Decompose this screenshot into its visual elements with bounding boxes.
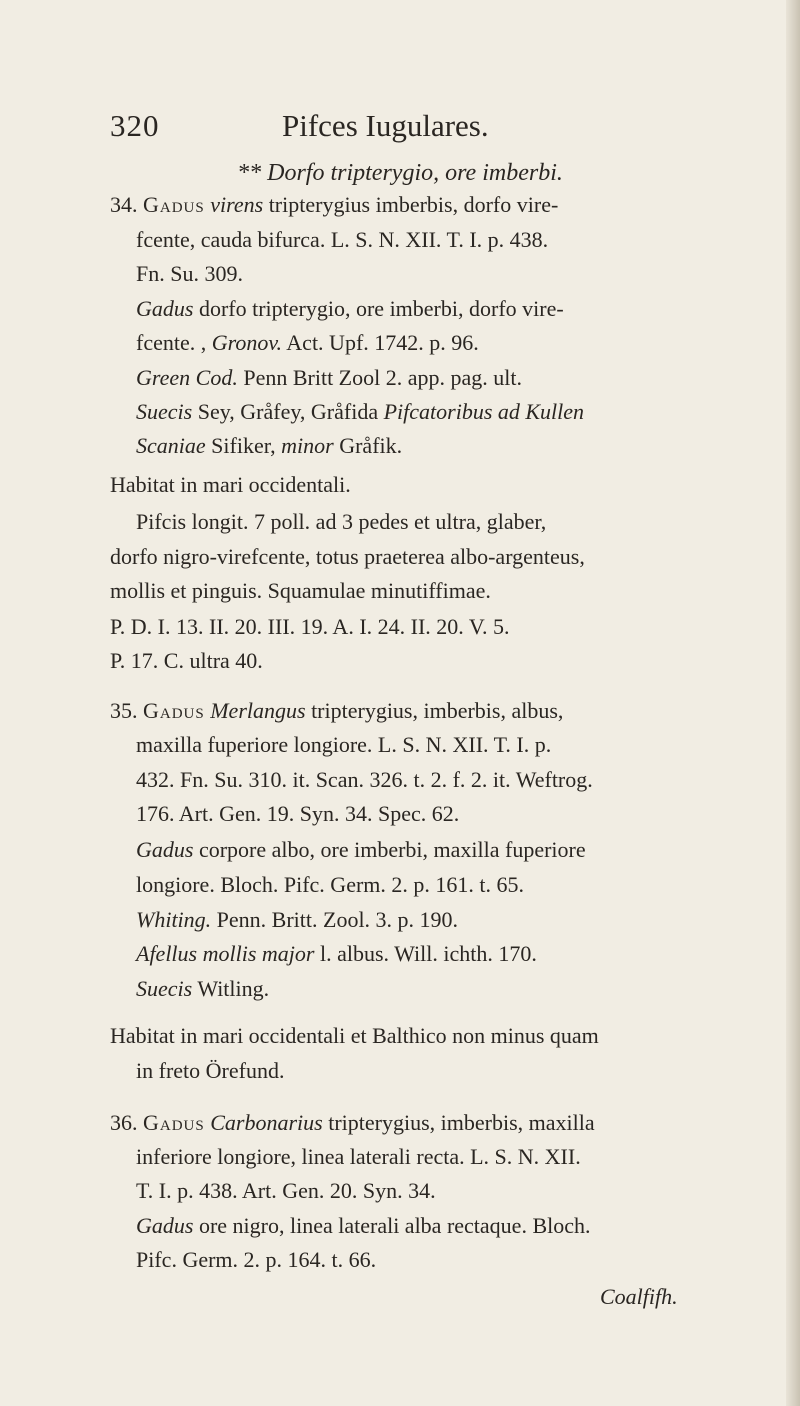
synonym-text: dorfo tripterygio, ore imberbi, dorfo vire- — [198, 296, 564, 321]
reference-line: 176. Art. Gen. 19. Syn. 34. Spec. 62. — [136, 801, 460, 826]
synonym-line — [136, 435, 402, 457]
vernacular-context: Scaniae — [136, 433, 206, 458]
fin-formula: P. 17. C. ultra 40. — [110, 648, 263, 673]
synonym-text: corpore albo, ore imberbi, maxilla fuperiore — [198, 837, 586, 862]
synonym-line — [136, 839, 586, 861]
genus-name: Gadus — [143, 1110, 205, 1135]
synonym-line — [136, 943, 537, 965]
habitat-line: in freto Örefund. — [136, 1058, 285, 1083]
description-line: Pifcis longit. 7 poll. ad 3 pedes et ultra, glaber, — [136, 509, 547, 534]
vernacular-names: Witling. — [197, 976, 270, 1001]
habitat-line: Habitat in mari occidentali. — [110, 472, 351, 497]
entry-number: 35. — [110, 698, 138, 723]
reference-line: fcente, cauda bifurca. L. S. N. XII. T. I. p. 438. — [136, 227, 549, 252]
synonym-text: Penn Britt Zool 2. app. pag. ult. — [243, 365, 522, 390]
entry-headline — [110, 700, 563, 722]
synonym-name: Afellus mollis major — [136, 941, 315, 966]
diagnosis-text: tripterygius, imberbis, maxilla — [328, 1110, 595, 1135]
vernacular-context: Pifcatoribus ad Kullen — [383, 399, 585, 424]
common-name: Whiting. — [136, 907, 212, 932]
synonym-text: Penn. Britt. Zool. 3. p. 190. — [216, 907, 459, 932]
vernacular-names: Sey, Gråfey, Gråfida — [197, 399, 379, 424]
description-line: dorfo nigro-virefcente, totus praeterea albo-argenteus, — [110, 544, 585, 569]
reference-line: inferiore longiore, linea laterali recta. L. S. N. XII. — [136, 1144, 581, 1169]
entry-headline — [110, 194, 558, 216]
fin-formula: P. D. I. 13. II. 20. III. 19. A. I. 24. II. 20. V. 5. — [110, 614, 510, 639]
synonym-text: l. albus. Will. ichth. 170. — [319, 941, 537, 966]
synonym-line — [136, 909, 458, 931]
species-name: virens — [210, 192, 264, 217]
page-number: 320 — [110, 108, 160, 143]
synonym-line — [136, 1215, 591, 1237]
synonym-genus: Gadus — [136, 1213, 194, 1238]
synonym-line: longiore. Bloch. Pifc. Germ. 2. p. 161. t. 65. — [136, 872, 525, 897]
synonym-text: fcente. , — [136, 330, 207, 355]
reference-line: Fn. Su. 309. — [136, 261, 243, 286]
reference-line: maxilla fuperiore longiore. L. S. N. XII. T. I. p. — [136, 732, 552, 757]
section-heading: ** Dorfo tripterygio, ore imberbi. — [237, 160, 563, 186]
genus-name: Gadus — [143, 192, 205, 217]
author-name: Gronov. — [211, 330, 282, 355]
vernacular-context: minor — [281, 433, 334, 458]
reference-line: T. I. p. 438. Art. Gen. 20. Syn. 34. — [136, 1178, 436, 1203]
genus-name: Gadus — [143, 698, 205, 723]
habitat-line: Habitat in mari occidentali et Balthico non minus quam — [110, 1023, 599, 1048]
entry-headline — [110, 1112, 595, 1134]
entry-number: 34. — [110, 192, 138, 217]
running-head: Pifces Iugulares. — [282, 108, 489, 143]
synonym-line — [136, 978, 269, 1000]
synonym-line — [136, 332, 479, 354]
vernacular-names: Sifiker, — [211, 433, 276, 458]
synonym-line — [136, 298, 564, 320]
language-label: Suecis — [136, 399, 193, 424]
species-name: Merlangus — [210, 698, 306, 723]
page-edge — [786, 0, 800, 1406]
common-name: Green Cod. — [136, 365, 238, 390]
synonym-line: Pifc. Germ. 2. p. 164. t. 66. — [136, 1247, 377, 1272]
species-name: Carbonarius — [210, 1110, 323, 1135]
synonym-text: Act. Upf. 1742. p. 96. — [286, 330, 479, 355]
synonym-line — [136, 367, 522, 389]
synonym-genus: Gadus — [136, 296, 194, 321]
diagnosis-text: tripterygius imberbis, dorfo vire- — [268, 192, 559, 217]
vernacular-names: Gråfik. — [339, 433, 403, 458]
diagnosis-text: tripterygius, imberbis, albus, — [311, 698, 564, 723]
language-label: Suecis — [136, 976, 193, 1001]
reference-line: 432. Fn. Su. 310. it. Scan. 326. t. 2. f. 2. it. Weftrog. — [136, 767, 593, 792]
synonym-line — [136, 401, 584, 423]
synonym-text: ore nigro, linea laterali alba rectaque. Bloch. — [198, 1213, 591, 1238]
description-line: mollis et pinguis. Squamulae minutiffimae. — [110, 578, 491, 603]
synonym-genus: Gadus — [136, 837, 194, 862]
entry-number: 36. — [110, 1110, 138, 1135]
page-header — [110, 108, 730, 148]
catchword: Coalfifh. — [600, 1284, 678, 1309]
